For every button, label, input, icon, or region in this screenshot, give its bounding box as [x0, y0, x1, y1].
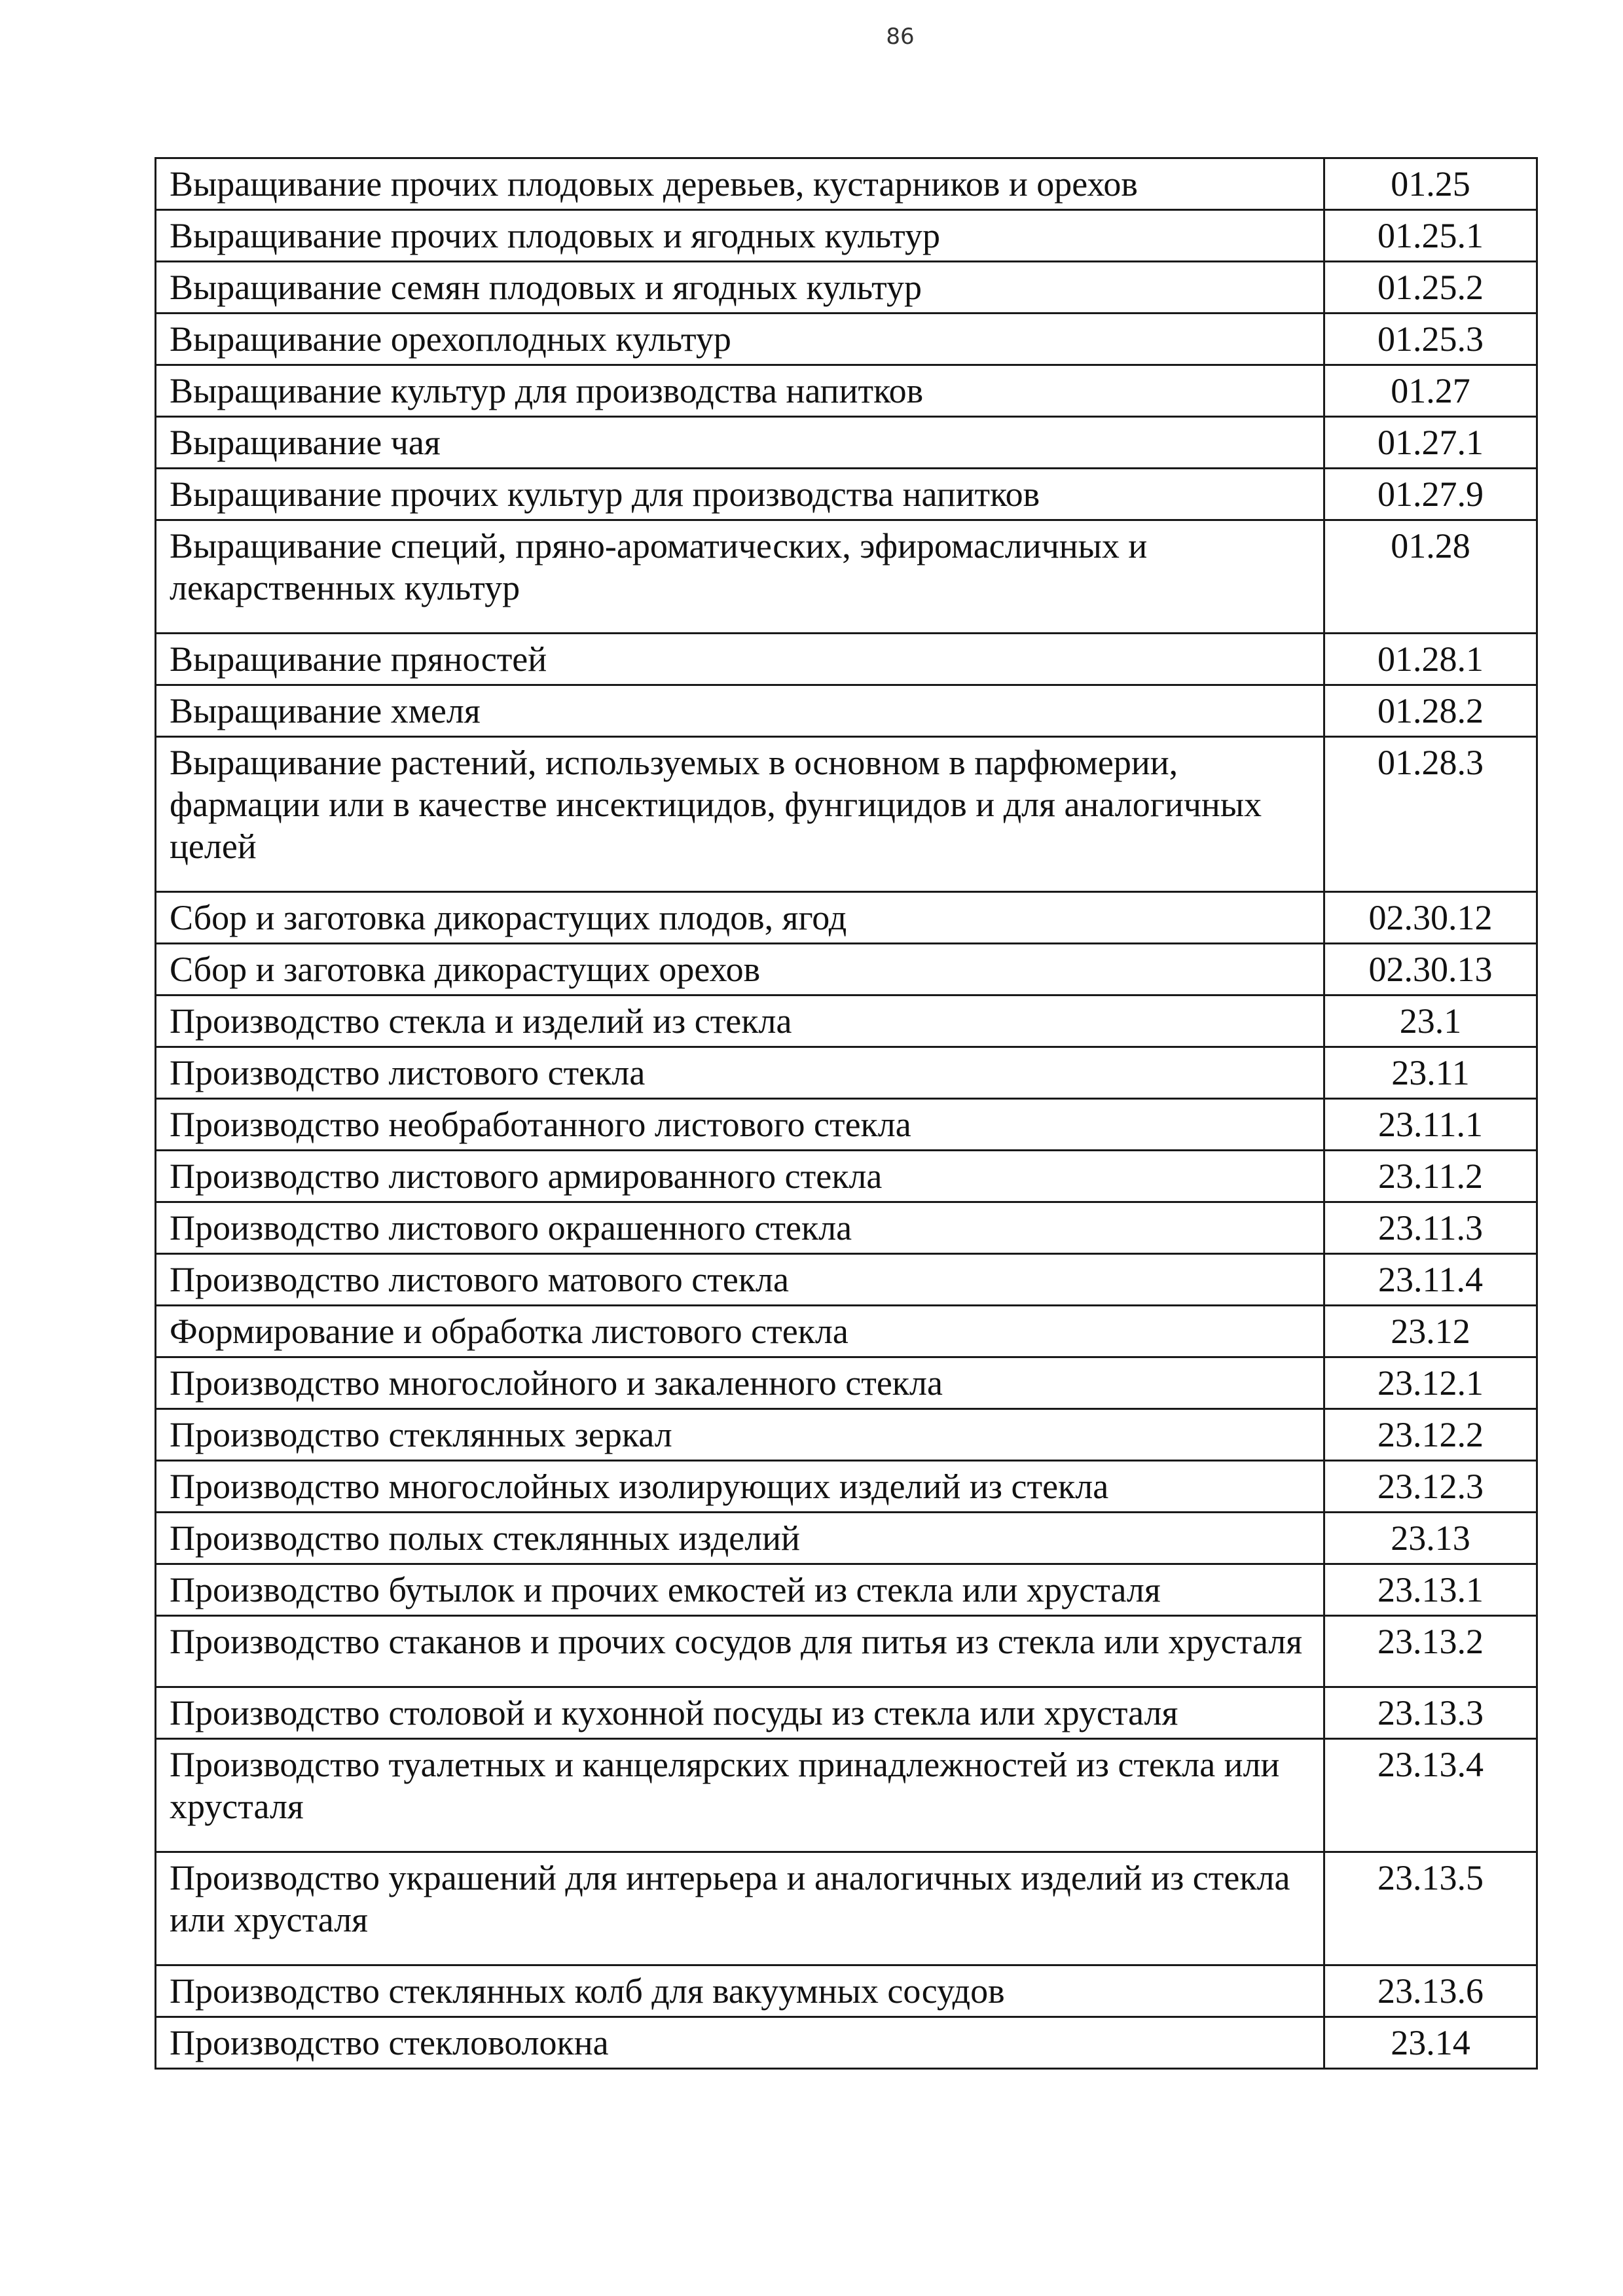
activity-name: Производство стекла и изделий из стекла	[156, 996, 1324, 1047]
activity-name: Производство полых стеклянных изделий	[156, 1513, 1324, 1564]
table-row	[156, 1151, 1537, 1202]
activity-name: Выращивание пряностей	[156, 634, 1324, 685]
table-row	[156, 1306, 1537, 1357]
table-row	[156, 1357, 1537, 1409]
table-row	[156, 1616, 1537, 1687]
table-row	[156, 1202, 1537, 1254]
table-row	[156, 1965, 1537, 2017]
activity-codes-table	[155, 157, 1538, 2070]
activity-code: 23.11	[1324, 1047, 1537, 1099]
table-row	[156, 1461, 1537, 1513]
table-row	[156, 944, 1537, 996]
activity-name: Производство стекловолокна	[156, 2017, 1324, 2069]
table-row	[156, 685, 1537, 737]
activity-name: Производство листового матового стекла	[156, 1254, 1324, 1306]
activity-code: 01.27	[1324, 365, 1537, 417]
table-row	[156, 314, 1537, 365]
table-row	[156, 417, 1537, 469]
activity-code: 23.14	[1324, 2017, 1537, 2069]
activity-name: Производство листового окрашенного стекла	[156, 1202, 1324, 1254]
activity-name: Производство многослойного и закаленного стекла	[156, 1357, 1324, 1409]
activity-name: Сбор и заготовка дикорастущих плодов, ягод	[156, 892, 1324, 944]
activity-code: 01.28	[1324, 520, 1537, 634]
activity-code: 23.1	[1324, 996, 1537, 1047]
table-row	[156, 1687, 1537, 1739]
activity-code: 01.25.2	[1324, 262, 1537, 314]
table-row	[156, 1099, 1537, 1151]
activity-name: Сбор и заготовка дикорастущих орехов	[156, 944, 1324, 996]
activity-code: 01.27.9	[1324, 469, 1537, 520]
activity-name: Производство многослойных изолирующих изделий из стекла	[156, 1461, 1324, 1513]
activity-name: Выращивание культур для производства напитков	[156, 365, 1324, 417]
activity-code: 23.12.1	[1324, 1357, 1537, 1409]
table-row	[156, 262, 1537, 314]
activity-code: 02.30.13	[1324, 944, 1537, 996]
activity-code: 23.11.1	[1324, 1099, 1537, 1151]
activity-code: 01.25.3	[1324, 314, 1537, 365]
activity-code: 23.13.2	[1324, 1616, 1537, 1687]
table-row	[156, 1047, 1537, 1099]
table-row	[156, 737, 1537, 892]
table-row	[156, 210, 1537, 262]
activity-name: Производство стеклянных колб для вакуумных сосудов	[156, 1965, 1324, 2017]
table-row	[156, 996, 1537, 1047]
activity-code: 23.12.2	[1324, 1409, 1537, 1461]
activity-name: Формирование и обработка листового стекла	[156, 1306, 1324, 1357]
activity-code: 23.13.5	[1324, 1852, 1537, 1965]
table-row	[156, 2017, 1537, 2069]
activity-code: 23.13.4	[1324, 1739, 1537, 1852]
activity-code: 23.12	[1324, 1306, 1537, 1357]
activity-code: 02.30.12	[1324, 892, 1537, 944]
activity-code: 01.28.2	[1324, 685, 1537, 737]
table-row	[156, 1513, 1537, 1564]
table-row	[156, 892, 1537, 944]
activity-name: Выращивание специй, пряно-ароматических, эфиромасличных и лекарственных культур	[156, 520, 1324, 634]
table-row	[156, 158, 1537, 210]
table-row	[156, 365, 1537, 417]
activity-code: 23.11.4	[1324, 1254, 1537, 1306]
activity-name: Производство бутылок и прочих емкостей из стекла или хрусталя	[156, 1564, 1324, 1616]
table-row	[156, 1409, 1537, 1461]
activity-name: Выращивание растений, используемых в основном в парфюмерии, фармации или в качестве инсектицидов, фунгицидов и для аналогичных целей	[156, 737, 1324, 892]
activity-name: Выращивание хмеля	[156, 685, 1324, 737]
activity-code: 23.11.3	[1324, 1202, 1537, 1254]
activity-name: Выращивание семян плодовых и ягодных культур	[156, 262, 1324, 314]
activity-code: 23.11.2	[1324, 1151, 1537, 1202]
activity-code: 01.25	[1324, 158, 1537, 210]
table-row	[156, 1254, 1537, 1306]
table-row	[156, 634, 1537, 685]
table-row	[156, 469, 1537, 520]
activity-name: Производство украшений для интерьера и аналогичных изделий из стекла или хрусталя	[156, 1852, 1324, 1965]
activity-code: 01.25.1	[1324, 210, 1537, 262]
activity-name: Выращивание чая	[156, 417, 1324, 469]
activity-code: 23.13	[1324, 1513, 1537, 1564]
activity-code: 23.13.3	[1324, 1687, 1537, 1739]
activity-code: 23.13.6	[1324, 1965, 1537, 2017]
activity-code: 01.27.1	[1324, 417, 1537, 469]
activity-name: Производство столовой и кухонной посуды из стекла или хрусталя	[156, 1687, 1324, 1739]
activity-code: 01.28.1	[1324, 634, 1537, 685]
activity-name: Производство листового стекла	[156, 1047, 1324, 1099]
table-row	[156, 1739, 1537, 1852]
table-row	[156, 520, 1537, 634]
activity-name: Производство стеклянных зеркал	[156, 1409, 1324, 1461]
activity-name: Производство туалетных и канцелярских принадлежностей из стекла или хрусталя	[156, 1739, 1324, 1852]
activity-name: Производство стаканов и прочих сосудов для питья из стекла или хрусталя	[156, 1616, 1324, 1687]
activity-code: 23.13.1	[1324, 1564, 1537, 1616]
activity-code: 23.12.3	[1324, 1461, 1537, 1513]
table-row	[156, 1852, 1537, 1965]
page-number: 86	[886, 24, 915, 50]
activity-name: Выращивание прочих плодовых и ягодных культур	[156, 210, 1324, 262]
table-row	[156, 1564, 1537, 1616]
activity-name: Выращивание прочих плодовых деревьев, кустарников и орехов	[156, 158, 1324, 210]
activity-name: Выращивание орехоплодных культур	[156, 314, 1324, 365]
activity-code: 01.28.3	[1324, 737, 1537, 892]
activity-name: Производство необработанного листового стекла	[156, 1099, 1324, 1151]
activity-name: Выращивание прочих культур для производства напитков	[156, 469, 1324, 520]
activity-name: Производство листового армированного стекла	[156, 1151, 1324, 1202]
